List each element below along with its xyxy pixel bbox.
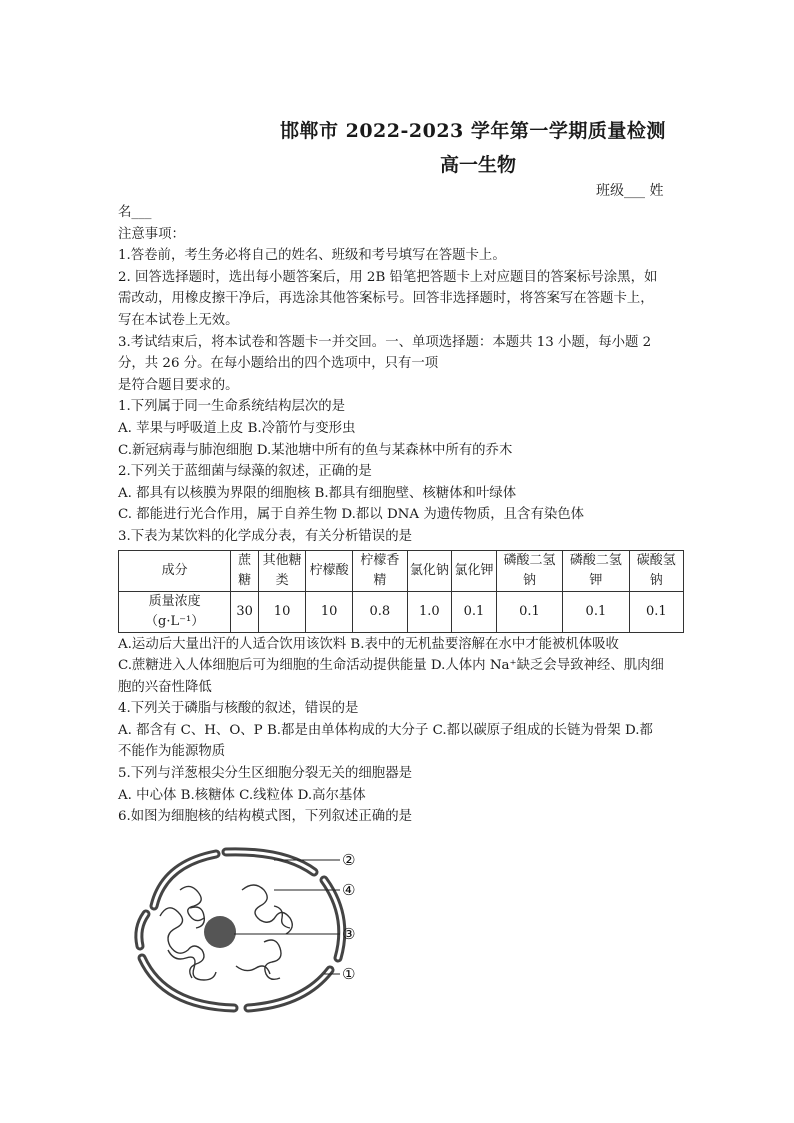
question-4-options-cont: 不能作为能源物质 <box>118 744 226 760</box>
name-field-label: 名___ <box>118 205 152 220</box>
question-3-options-ab: A.运动后大量出汗的人适合饮用该饮料 B.表中的无机盐要溶解在水中才能被机体吸收 <box>118 636 619 652</box>
question-4: 4.下列关于磷脂与核酸的叙述，错误的是 <box>118 701 359 717</box>
table-cell: 0.1 <box>563 591 629 632</box>
table-cell: 30 <box>231 591 259 632</box>
note-2-line-3: 写在本试卷上无效。 <box>118 312 239 328</box>
table-header-cell: 磷酸二氢钾 <box>563 550 629 591</box>
row-label-line-1: 质量浓度 <box>148 593 201 609</box>
question-5-options: A. 中心体 B.核糖体 C.线粒体 D.高尔基体 <box>118 787 366 803</box>
question-1: 1.下列属于同一生命系统结构层次的是 <box>118 399 346 415</box>
class-field-label: 班级___ 姓 <box>596 183 664 199</box>
note-2-line-1: 2. 回答选择题时，选出每小题答案后，用 2B 铅笔把答题卡上对应题目的答案标号涂黑，如 <box>118 269 658 285</box>
question-2-options-cd: C. 都能进行光合作用，属于自养生物 D.都以 DNA 为遗传物质，且含有染色体 <box>118 507 585 523</box>
table-cell: 10 <box>259 591 306 632</box>
note-2-line-2: 需改动，用橡皮擦干净后，再选涂其他答案标号。回答非选择题时，将答案写在答题卡上， <box>118 291 654 307</box>
note-3-line-3: 是符合题目要求的。 <box>118 377 239 393</box>
question-3: 3.下表为某饮料的化学成分表，有关分析错误的是 <box>118 528 412 544</box>
table-cell: 1.0 <box>407 591 452 632</box>
table-cell: 10 <box>306 591 353 632</box>
row-label-line-2: （g·L⁻¹） <box>145 613 205 629</box>
question-6: 6.如图为细胞核的结构模式图，下列叙述正确的是 <box>118 809 412 825</box>
table-cell: 0.8 <box>353 591 407 632</box>
exam-body <box>118 202 684 828</box>
question-3-options-cont: 胞的兴奋性降低 <box>118 679 212 695</box>
table-header-cell: 磷酸二氢钠 <box>496 550 562 591</box>
question-4-options: A. 都含有 C、H、O、P B.都是由单体构成的大分子 C.都以碳原子组成的长链为骨架 D.都 <box>118 722 653 738</box>
notes-heading: 注意事项： <box>118 226 185 242</box>
question-3-options-cd: C.蔗糖进入人体细胞后可为细胞的生命活动提供能量 D.人体内 Na⁺缺乏会导致神经、肌肉细 <box>118 658 664 674</box>
note-1: 1.答卷前，考生务必将自己的姓名、班级和考号填写在答题卡上。 <box>118 248 506 264</box>
question-2-options-ab: A. 都具有以核膜为界限的细胞核 B.都具有细胞壁、核糖体和叶绿体 <box>118 485 517 501</box>
envelope-segment <box>154 854 216 906</box>
nucleus-structure-diagram <box>124 846 374 1018</box>
table-header-cell: 成分 <box>119 550 231 591</box>
table-cell: 0.1 <box>452 591 497 632</box>
note-3-line-1: 3.考试结束后，将本试卷和答题卡一并交回。一、单项选择题：本题共 13 小题，每小题 2 <box>118 334 652 350</box>
question-1-options-cd: C.新冠病毒与肺泡细胞 D.某池塘中所有的鱼与某森林中所有的乔木 <box>118 442 513 458</box>
table-row-label <box>119 591 231 632</box>
label-4: ④ <box>342 881 356 899</box>
table-header-cell: 碳酸氢钠 <box>629 550 683 591</box>
table-cell: 0.1 <box>629 591 683 632</box>
table-header-cell: 氯化钠 <box>407 550 452 591</box>
table-header-cell: 氯化钾 <box>452 550 497 591</box>
label-2: ② <box>342 851 356 869</box>
exam-title: 邯郸市 2022-2023 学年第一学期质量检测 <box>280 120 666 142</box>
envelope-segment <box>248 970 330 1008</box>
note-3-line-2: 分，共 26 分。在每小题给出的四个选项中，只有一项 <box>118 356 439 372</box>
label-1: ① <box>342 965 356 983</box>
table-cell: 0.1 <box>496 591 562 632</box>
nucleolus <box>204 916 236 948</box>
exam-subtitle: 高一生物 <box>440 154 517 176</box>
table-header-cell: 蔗糖 <box>231 550 259 591</box>
table-header-cell: 柠檬酸 <box>306 550 353 591</box>
table-header-cell: 其他糖类 <box>259 550 306 591</box>
ingredient-table-value-row <box>119 591 684 632</box>
question-2: 2.下列关于蓝细菌与绿藻的叙述，正确的是 <box>118 464 372 480</box>
label-3: ③ <box>342 925 356 943</box>
ingredient-table <box>118 550 684 633</box>
question-1-options-ab: A. 苹果与呼吸道上皮 B.冷箭竹与变形虫 <box>118 420 356 436</box>
table-header-cell: 柠檬香精 <box>353 550 407 591</box>
ingredient-table-header-row <box>119 550 684 591</box>
question-5: 5.下列与洋葱根尖分生区细胞分裂无关的细胞器是 <box>118 766 412 782</box>
